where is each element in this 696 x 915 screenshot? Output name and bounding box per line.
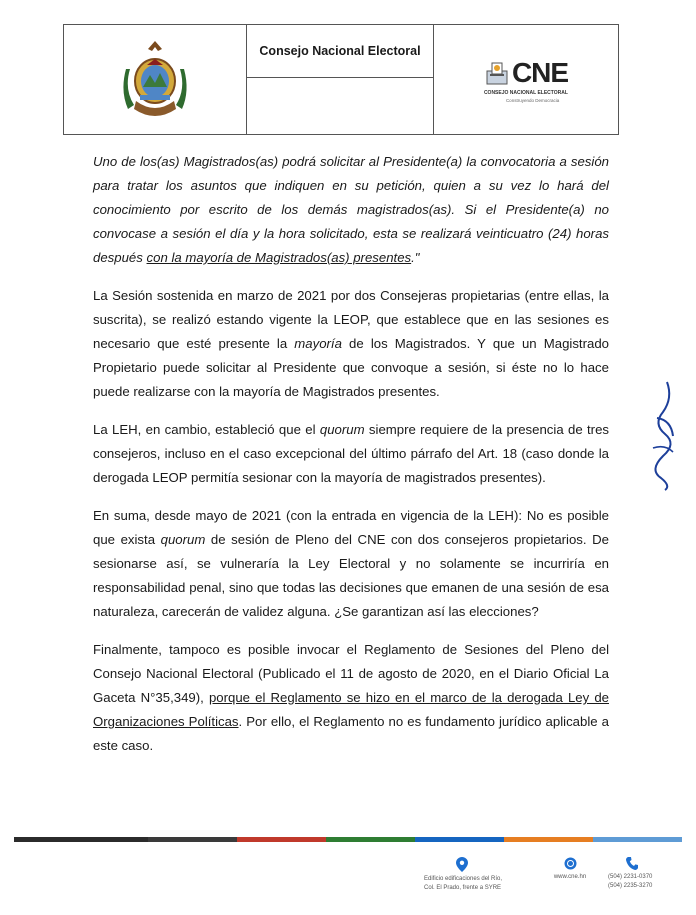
handwritten-signature [643,378,683,493]
cne-logo-cell [434,25,618,134]
location-pin-icon [456,857,468,872]
paragraph-leh-quorum [93,418,609,490]
title-cell [247,25,434,134]
p3-text-b: siempre requiere de la presencia de tres consejeros, incluso en el caso excepcional del último párrafo del Art. 18 (caso donde la derogada LEOP permitía sesionar con la mayoría de magistrados presentes). [93,422,609,485]
band-segment [504,837,593,842]
document-body [93,150,609,772]
quote-end: ." [411,250,420,265]
p2-text-a: La Sesión sostenida en marzo de 2021 por dos Consejeras propietarias (entre ellas, la suscrita), se realizó estando vigente la LEOP, que establece que en las sesiones es necesario que esté presente la [93,288,609,351]
p4-italic: quorum [160,532,206,547]
address-line-1: Edificio edificaciones del Río, [424,876,503,882]
color-band [14,837,682,842]
p2-italic: mayoría [294,336,342,351]
band-segment [593,837,682,842]
cne-logo-text: CNE [511,56,569,88]
p3-text-a: La LEH, en cambio, estableció que el [93,422,320,437]
address-line-2: Col. El Prado, frente a SYRE [424,885,502,891]
band-segment [237,837,326,842]
band-segment [326,837,415,842]
footer-address [424,857,534,893]
quoted-article-paragraph [93,150,609,270]
paragraph-reglamento [93,638,609,758]
quote-underlined-text: con la mayoría de Magistrados(as) presentes [146,250,412,265]
p5-text-b: . Por ello, el Reglamento no es fundamento jurídico aplicable a este caso. [93,714,609,753]
paragraph-march-session [93,284,609,404]
cne-logo-tagline: Construyendo Democracia [505,97,560,103]
header-title-box [247,25,433,78]
band-segment [14,837,148,842]
footer-phone [608,857,678,891]
p3-italic: quorum [319,422,365,437]
header-title: Consejo Nacional Electoral [259,44,421,58]
footer-web [545,857,595,882]
p5-text-a: Finalmente, tampoco es posible invocar el Reglamento de Sesiones del Pleno del Consejo Nacional Electoral (Publicado el 11 de agosto de 2020, en el Diario Oficial La Gaceta N°35,349), [93,642,609,705]
cne-logo-subtitle: CONSEJO NACIONAL ELECTORAL [483,89,568,96]
quote-text: Uno de los(as) Magistrados(as) podrá solicitar al Presidente(a) la convocatoria a sesión para tratar los asuntos que indiquen en su petición, quien a su vez lo hará del conocimiento por escrito de los demás magistrados(as). Si el Presidente(a) no convocase a sesión el día y la hora solicitado, esta se realizará veinticuatro (24) horas después [93,154,609,265]
p5-underlined: porque el Reglamento se hizo en el marco de la derogada Ley de Organizaciones Políticas [93,690,609,729]
coat-of-arms-cell [64,25,247,134]
band-segment [415,837,504,842]
phone-number-1: (504) 2231-0370 [608,874,653,880]
band-segment [148,837,237,842]
p4-text-b: de sesión de Pleno del CNE con dos consejeros propietarios. De sesionarse así, se vulneraría la Ley Electoral y no solamente se incurriría en responsabilidad penal, sino que todas las decisiones que emanen de una sesión de esa naturaleza, carecerán de validez alguna. ¿Se garantizan así las elecciones? [93,532,609,619]
web-icon [564,857,577,870]
letterhead [63,24,619,135]
cne-logo [484,57,568,103]
paragraph-summary [93,504,609,624]
phone-number-2: (504) 2235-3270 [608,883,653,889]
p4-text-a: En suma, desde mayo de 2021 (con la entrada en vigencia de la LEH): No es posible que exista [93,508,609,547]
p2-text-b: de los Magistrados. Y que un Magistrado Propietario puede solicitar al Presidente que convoque a sesión, si éste no lo hace puede realizarse con la mayoría de Magistrados presentes. [93,336,609,399]
website-link[interactable]: www.cne.hn [553,874,587,880]
ballot-box-icon [484,60,510,86]
phone-icon [626,857,638,870]
coat-of-arms-icon [120,39,190,121]
